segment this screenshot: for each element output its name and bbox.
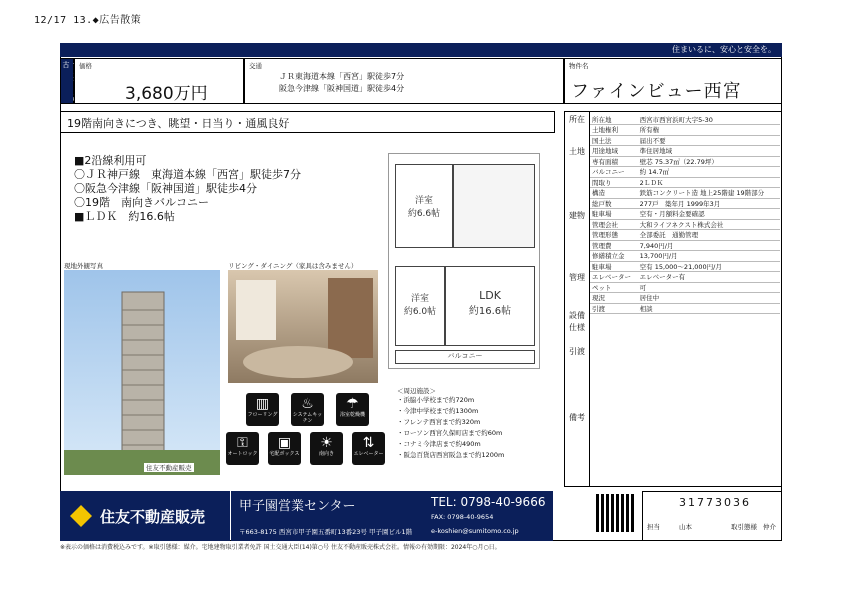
spec-row: 駐車場 空有・月額料金要確認 [590, 209, 780, 220]
type-label-box [60, 58, 74, 104]
room-western-1: 洋室 約6.6帖 [395, 164, 453, 248]
elevator-icon: ⇅ エレベーター [352, 432, 385, 465]
print-header: 12/17 13.◆広告散策 [34, 15, 142, 26]
header-bar [60, 43, 782, 57]
logo-small: 住友不動産販売 [146, 464, 192, 472]
branch-tel: TEL: 0798-40-9666 [431, 495, 546, 509]
balcony: バルコニー [395, 350, 535, 364]
access-line-1: ＪＲ東海道本線「西宮」駅徒歩7分 [279, 72, 405, 81]
feature-item: 〇19階 南向きバルコニー [74, 196, 209, 209]
feature-item: ■ＬＤＫ 約16.6帖 [74, 210, 175, 223]
feature-item: 〇ＪＲ神戸線 東海道本線「西宮」駅徒歩7分 [74, 168, 301, 181]
spec-row: 現況 居住中 [590, 293, 780, 304]
spec-row: 引渡 相談 [590, 303, 780, 314]
branch-block [231, 491, 553, 541]
interior-photo [228, 270, 378, 383]
surroundings-title: ＜周辺施設＞ [397, 387, 436, 395]
kitchen-icon: ♨ システムキッチン [291, 393, 324, 426]
exterior-caption: 現地外観写真 [64, 262, 103, 270]
surroundings-item: ・コナミ今津店まで約490m [397, 440, 481, 448]
wet-area [453, 164, 535, 248]
delivery-box-icon: ▣ 宅配ボックス [268, 432, 301, 465]
section-location: 所在 [569, 115, 585, 124]
footnote: ※表示の価格は消費税込みです。※取引態様：媒介。宅地建物取引業者免許 国土交通大臣(14)第○号 住友不動産販売株式会社。情報の有効期限：2024年○月○日。 [60, 544, 501, 551]
staff-name: 山本 [679, 523, 692, 531]
price-label: 価格 [79, 62, 92, 70]
slogan: 住まいるに、安心と安全を。 [672, 45, 776, 54]
surroundings-item: ・フレンテ西宮まで約320m [397, 418, 481, 426]
interior-image [228, 270, 378, 383]
spec-row: 用途地域 準住居地域 [590, 146, 780, 157]
access-line-2: 阪急今津線「阪神国道」駅徒歩4分 [279, 84, 405, 93]
section-transaction: 引渡 [569, 347, 585, 356]
surroundings [397, 386, 557, 461]
exterior-photo [64, 270, 220, 475]
feature-list [74, 154, 384, 224]
surroundings-item: ・ローソン西宮久保町店まで約60m [397, 429, 503, 437]
feature-item: ■2沿線利用可 [74, 154, 147, 167]
sun-icon: ☀ 南向き [310, 432, 343, 465]
section-management: 管理 [569, 273, 585, 282]
section-building: 建物 [569, 211, 585, 220]
branch-name: 甲子園営業センター [239, 499, 356, 514]
spec-row: 修繕積立金 13,700円/月 [590, 251, 780, 262]
surroundings-item: ・阪急百貨店西宮阪急まで約1200m [397, 451, 505, 459]
room-western-2: 洋室 約6.0帖 [395, 266, 445, 346]
property-number: 31773036 [679, 496, 751, 509]
property-info-box [642, 491, 782, 541]
interior-caption: リビング・ダイニング（家具は含みません） [228, 262, 358, 270]
type-label: 古 [62, 61, 70, 68]
spec-row: 土地権利 所有権 [590, 125, 780, 136]
section-land: 土地 [569, 147, 585, 156]
bath-dryer-icon: ☂ 浴室乾燥機 [336, 393, 369, 426]
agent-value: 仲介 [763, 523, 776, 531]
price-value: 3,680万円 [125, 84, 208, 104]
spec-row: 管理会社 大和ライフネクスト株式会社 [590, 219, 780, 230]
spec-row: ペット 可 [590, 282, 780, 293]
company-logo-icon [70, 505, 92, 527]
spec-row: 総戸数 277戸 築年月 1999年3月 [590, 198, 780, 209]
headline: 19階南向きにつき、眺望・日当り・通風良好 [67, 117, 290, 130]
floor-plan [388, 153, 540, 369]
access-label: 交通 [249, 62, 262, 70]
property-name: ファインビュー西宮 [571, 81, 742, 102]
staff-label: 担当 [647, 523, 660, 531]
section-facilities: 設備 [569, 311, 585, 320]
spec-row: 所在地 西宮市西宮浜町大字5-30 [590, 114, 780, 125]
branch-fax: FAX: 0798-40-9654 [431, 513, 494, 521]
spec-table [590, 114, 780, 314]
company-logo-block [60, 491, 230, 541]
company-name: 住友不動産販売 [100, 508, 206, 526]
spec-row: 構造 鉄筋コンクリート造 地上25階建 19階部分 [590, 188, 780, 199]
qr-code [596, 494, 634, 532]
spec-row: バルコニー 約 14.7㎡ [590, 167, 780, 178]
section-remarks: 備考 [569, 413, 585, 422]
price-box [74, 58, 244, 104]
spec-row: 間取り 2ＬＤＫ [590, 177, 780, 188]
spec-row: 駐車場 空有 15,000〜21,000円/月 [590, 261, 780, 272]
headline-box [60, 111, 555, 133]
surroundings-item: ・今津中学校まで約1300m [397, 407, 479, 415]
spec-row: 専有面積 壁芯 75.37㎡（22.79坪） [590, 156, 780, 167]
feature-item: 〇阪急今津線「阪神国道」駅徒歩4分 [74, 182, 257, 195]
agent-label: 取引態様 [731, 523, 757, 531]
branch-address: 〒663-8175 西宮市甲子園五番町13番23号 甲子園ビル1階 [239, 528, 413, 536]
spec-panel [564, 111, 782, 487]
access-box [244, 58, 564, 104]
key-icon: ⚿ オートロック [226, 432, 259, 465]
spec-row: エレベーター エレベーター有 [590, 272, 780, 283]
building-image [64, 270, 220, 475]
surroundings-item: ・浜脇小学校まで約720m [397, 396, 475, 404]
spec-row: 国土法 届出不要 [590, 135, 780, 146]
spec-row: 管理費 7,940円/月 [590, 240, 780, 251]
section-spec: 仕様 [569, 323, 585, 332]
spec-row: 管理形態 全部委託 通勤管理 [590, 230, 780, 241]
room-ldk: LDK 約16.6帖 [445, 266, 535, 346]
branch-email: e-koshien@sumitomo.co.jp [431, 527, 519, 535]
name-label: 物件名 [569, 62, 589, 70]
flooring-icon: ▥ フローリング [246, 393, 279, 426]
name-box [564, 58, 782, 104]
